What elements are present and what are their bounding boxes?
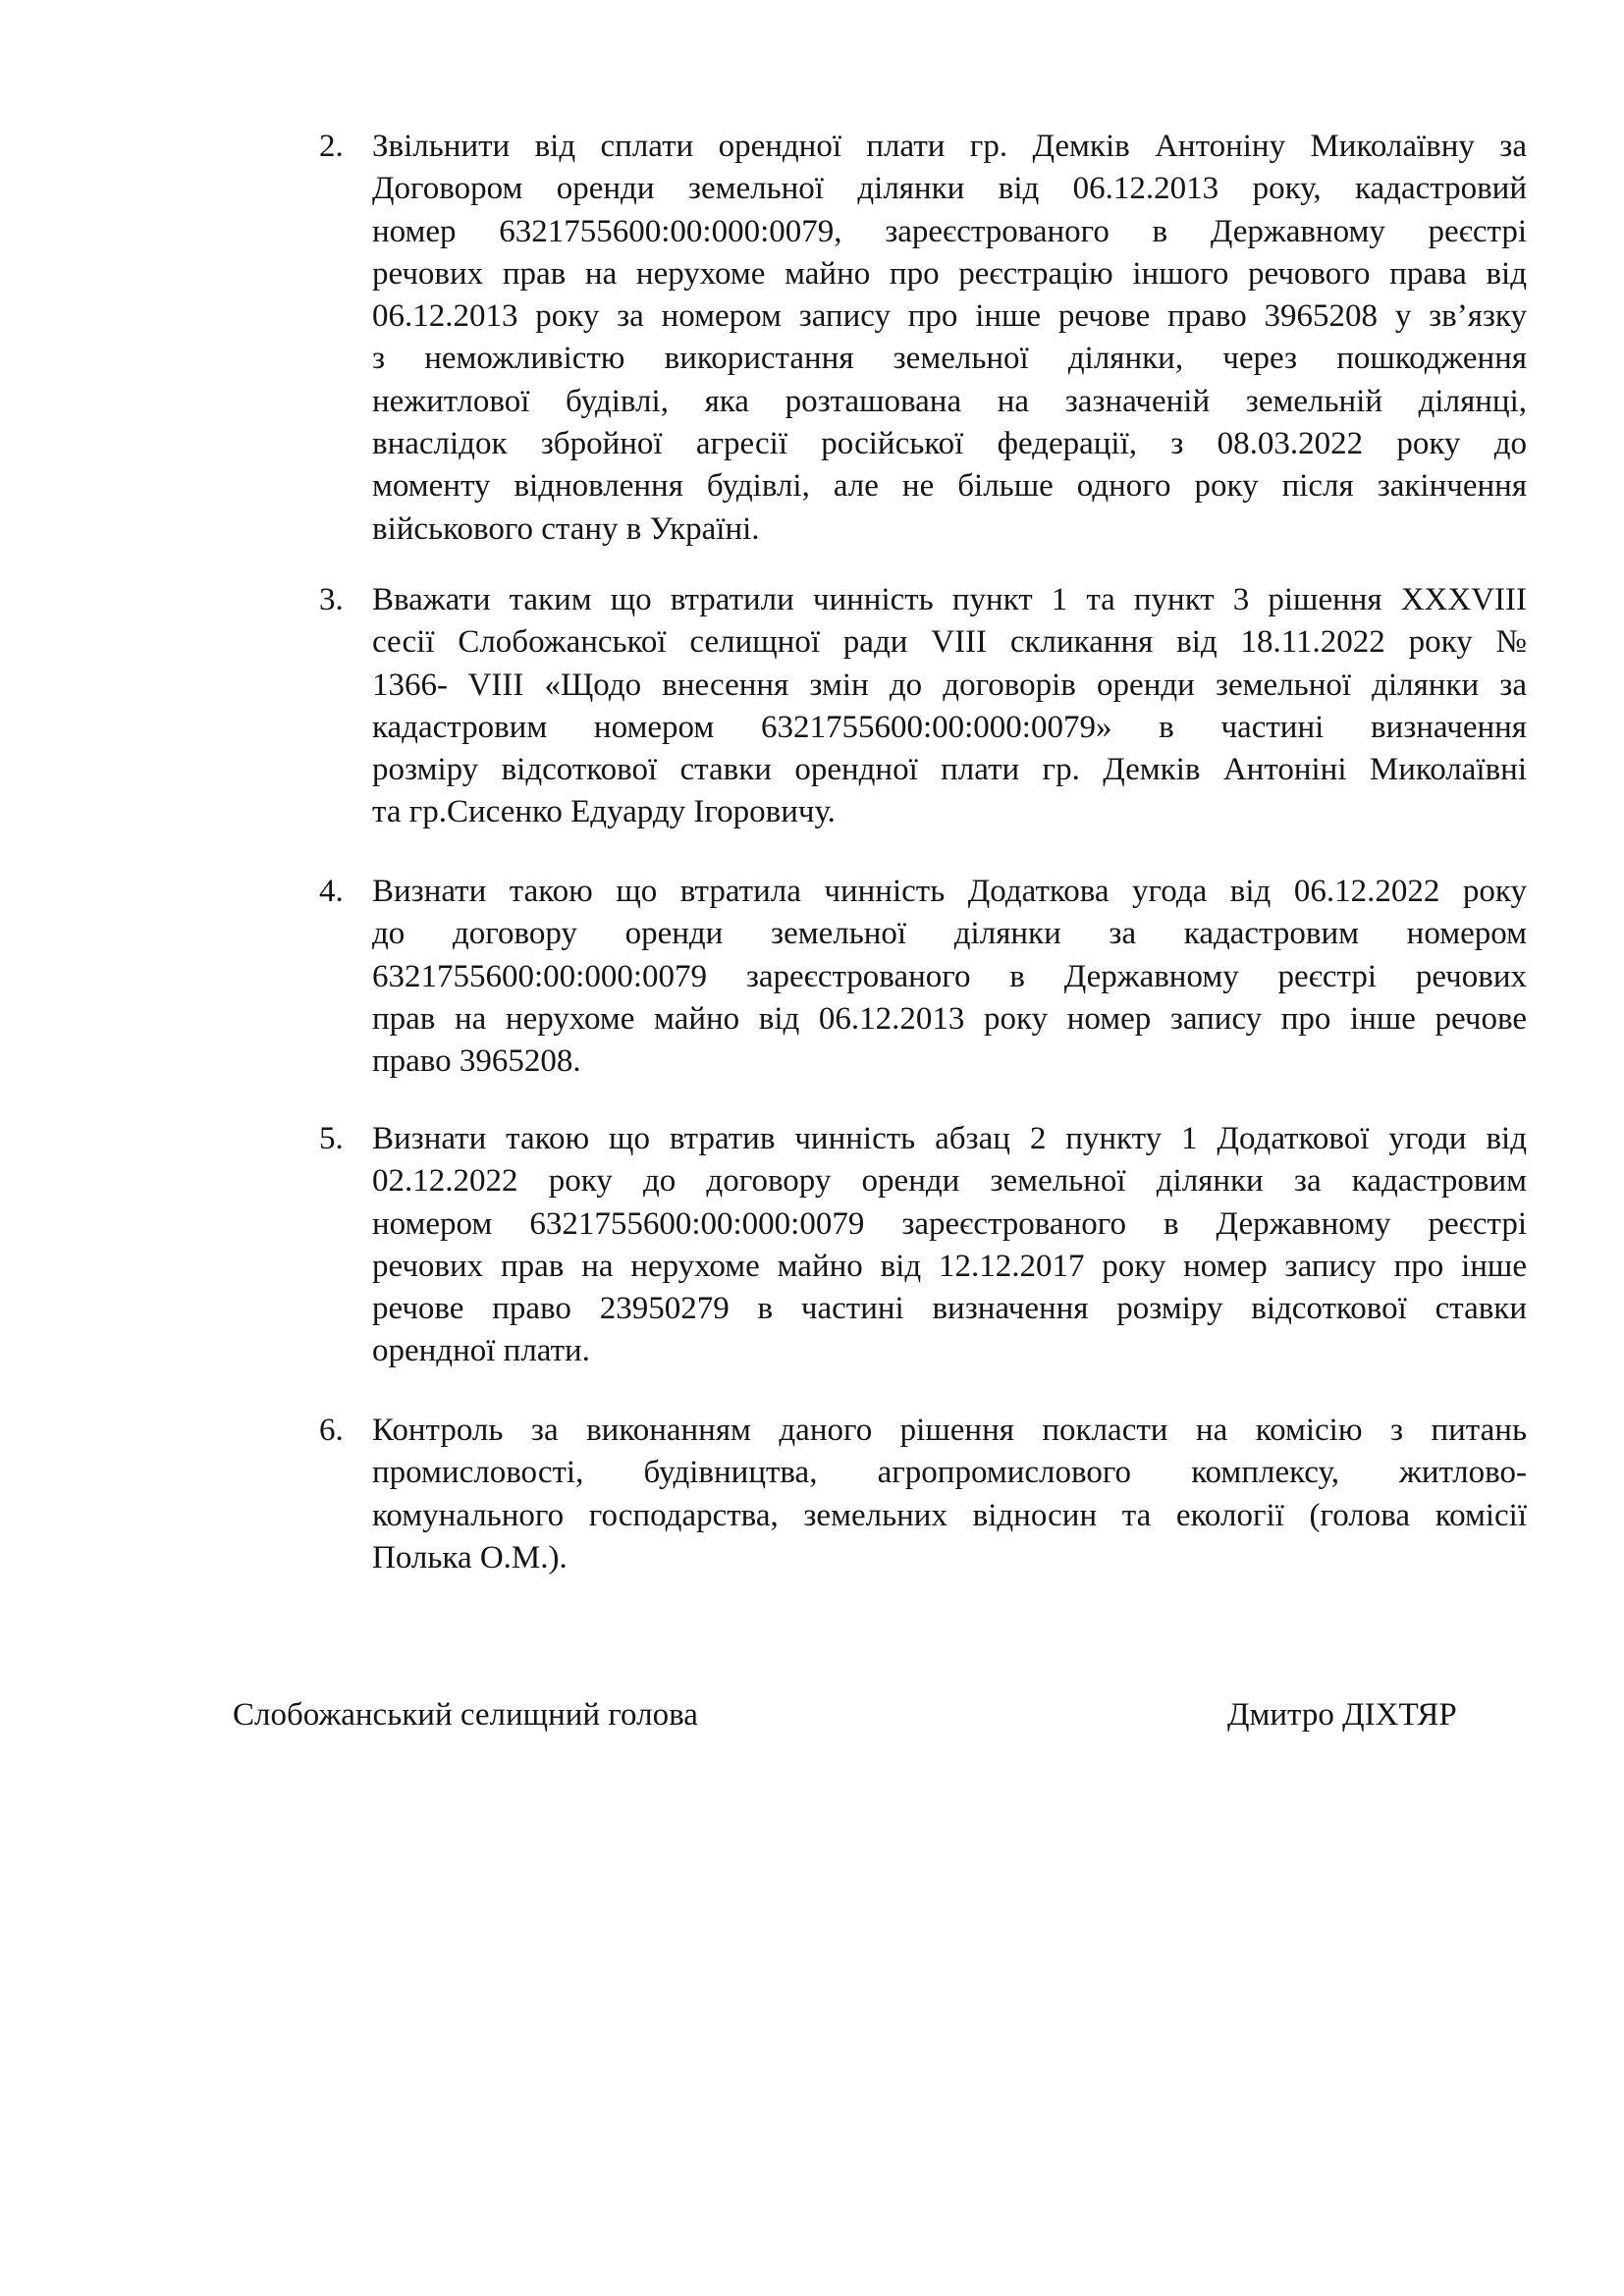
paragraph-line: Контроль за виконанням даного рішення покласти на комісію з питань xyxy=(372,1413,1527,1448)
item-paragraph xyxy=(372,1410,1527,1579)
paragraph-line: Полька О.М.). xyxy=(372,1539,568,1575)
paragraph-line: військового стану в Україні. xyxy=(372,510,760,547)
paragraph-line: речових прав на нерухоме майно від 12.12.2017 року номер запису про інше xyxy=(372,1248,1527,1284)
paragraph-line: 06.12.2013 року за номером запису про інше речове право 3965208 у зв’язку xyxy=(372,298,1527,335)
item-number: 4. xyxy=(319,874,344,909)
paragraph-line: моменту відновлення будівлі, але не більше одного року після закінчення xyxy=(372,468,1527,505)
paragraph-line: 02.12.2022 року до договору оренди земельної ділянки за кадастровим xyxy=(372,1163,1527,1200)
paragraph-line: Вважати таким що втратили чинність пункт 1 та пункт 3 рішення XXXVIII xyxy=(372,582,1527,617)
paragraph-line: сесії Слобожанської селищної ради VIII скликання від 18.11.2022 року № xyxy=(372,624,1527,661)
paragraph-line: з неможливістю використання земельної ділянки, через пошкодження xyxy=(372,341,1527,377)
paragraph-line: до договору оренди земельної ділянки за кадастровим номером xyxy=(372,916,1527,952)
signature-title: Слобожанський селищний голова xyxy=(233,1697,698,1733)
item-paragraph xyxy=(372,126,1527,551)
paragraph-line: комунального господарства, земельних відносин та екології (голова комісії xyxy=(372,1497,1527,1533)
paragraph-line: 6321755600:00:000:0079 зареєстрованого в Державному реєстрі речових xyxy=(372,958,1527,994)
paragraph-line: 1366- VIII «Щодо внесення змін до договорів оренди земельної ділянки за xyxy=(372,667,1527,703)
signature-name: Дмитро ДІХТЯР xyxy=(1227,1697,1457,1733)
item-number: 6. xyxy=(319,1413,344,1448)
paragraph-line: право 3965208. xyxy=(372,1043,581,1080)
paragraph-line: нежитлової будівлі, яка розташована на зазначеній земельній ділянці, xyxy=(372,383,1527,419)
paragraph-line: Звільнити від сплати орендної плати гр. Демків Антоніну Миколаївну за xyxy=(372,129,1527,164)
paragraph-line: Визнати такою що втратив чинність абзац 2 пункту 1 Додаткової угоди від xyxy=(372,1121,1527,1156)
item-number: 5. xyxy=(319,1121,344,1156)
paragraph-line: речове право 23950279 в частині визначення розміру відсоткової ставки xyxy=(372,1291,1527,1327)
paragraph-line: кадастровим номером 6321755600:00:000:0079» в частині визначення xyxy=(372,709,1527,745)
item-paragraph xyxy=(372,1118,1527,1373)
item-number: 2. xyxy=(319,129,344,164)
paragraph-line: орендної плати. xyxy=(372,1333,590,1369)
paragraph-line: внаслідок збройної агресії російської федерації, з 08.03.2022 року до xyxy=(372,426,1527,462)
paragraph-line: розміру відсоткової ставки орендної плати гр. Демків Антоніні Миколаївні xyxy=(372,752,1527,788)
paragraph-line: та гр.Сисенко Едуарду Ігоровичу. xyxy=(372,794,836,830)
item-number: 3. xyxy=(319,582,344,617)
paragraph-line: речових прав на нерухоме майно про реєстрацію іншого речового права від xyxy=(372,255,1527,292)
item-paragraph xyxy=(372,579,1527,834)
paragraph-line: номером 6321755600:00:000:0079 зареєстрованого в Державному реєстрі xyxy=(372,1205,1527,1242)
paragraph-line: прав на нерухоме майно від 06.12.2013 року номер запису про інше речове xyxy=(372,1000,1527,1037)
item-paragraph xyxy=(372,871,1527,1083)
paragraph-line: Договором оренди земельної ділянки від 06.12.2013 року, кадастровий xyxy=(372,171,1527,207)
paragraph-line: номер 6321755600:00:000:0079, зареєстрованого в Державному реєстрі xyxy=(372,213,1527,249)
paragraph-line: Визнати такою що втратила чинність Додаткова угода від 06.12.2022 року xyxy=(372,874,1527,909)
paragraph-line: промисловості, будівництва, агропромислового комплексу, житлово- xyxy=(372,1455,1527,1491)
